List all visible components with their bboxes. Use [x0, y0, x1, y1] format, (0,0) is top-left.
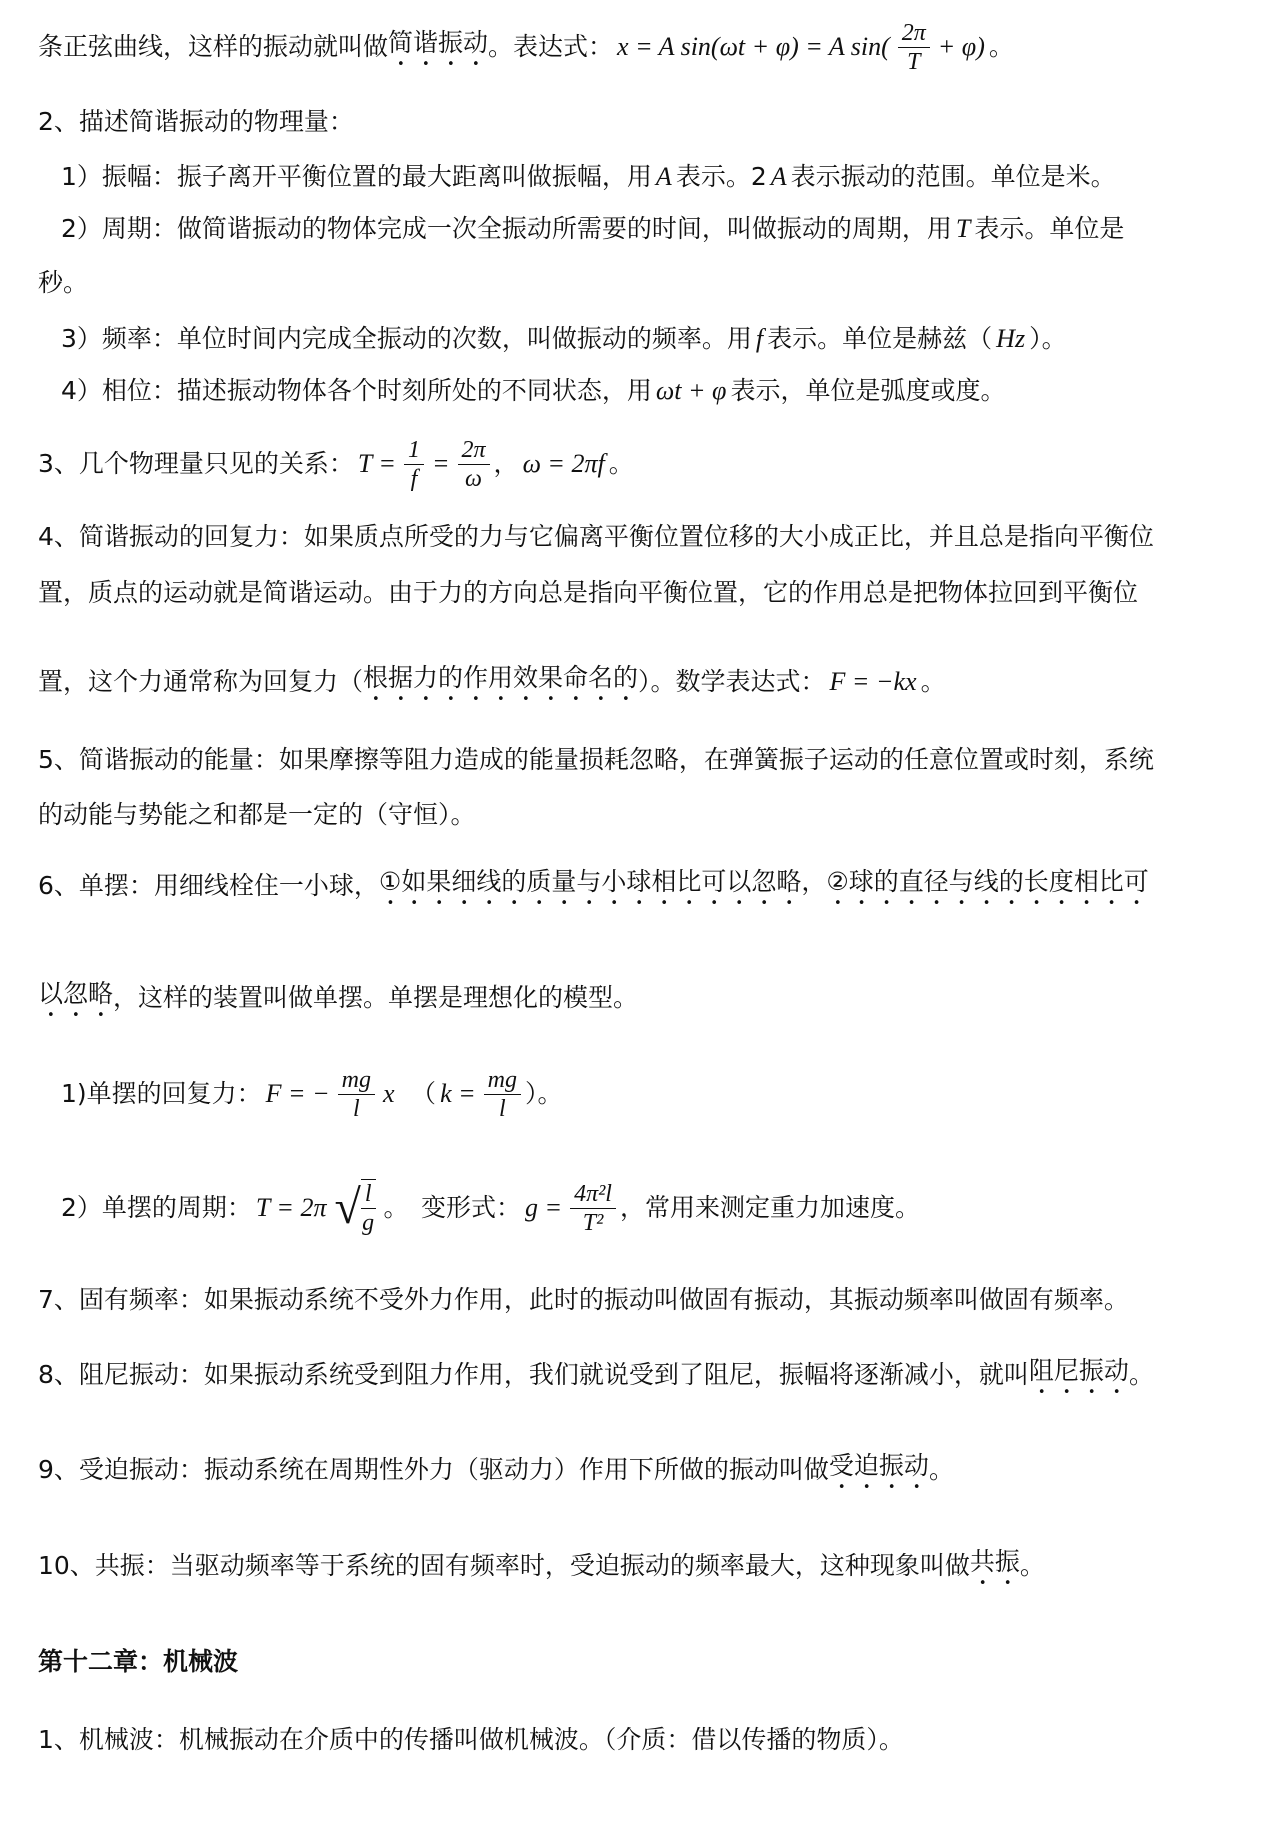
- text-segment: 置，质点的运动就是简谐运动。由于力的方向总是指向平衡位置，它的作用总是把物体拉回到平衡位: [38, 578, 1139, 607]
- text-segment: 4、简谐振动的回复力：如果质点所受的力与它偏离平衡位置位移的大小成正比，并且总是指向平衡位: [38, 522, 1154, 551]
- math-expression: T =: [357, 449, 396, 478]
- fraction-numerator: 2π: [898, 19, 930, 48]
- math-expression: T: [955, 214, 971, 243]
- text-segment: 置，这个力通常称为回复力（: [38, 667, 364, 696]
- text-segment: 表示，单位是弧度或度。: [730, 376, 1006, 405]
- fraction: [404, 436, 424, 493]
- fraction-numerator: 2π: [458, 436, 490, 465]
- text-line: [38, 1280, 1129, 1320]
- fraction-denominator: T: [907, 48, 921, 75]
- math-expression: x: [383, 1079, 395, 1108]
- text-segment: 。: [928, 1455, 954, 1484]
- text-segment: 4）相位：描述振动物体各个时刻所处的不同状态，用: [61, 376, 652, 405]
- fraction-numerator: 4π²l: [570, 1180, 616, 1209]
- fraction-numerator: mg: [338, 1066, 375, 1095]
- fraction-denominator: g: [362, 1210, 375, 1236]
- text-line: [61, 157, 1116, 197]
- chapter-heading: [38, 1642, 238, 1682]
- emphasized-text: 简谐振动: [388, 27, 489, 57]
- text-line: [61, 1180, 920, 1236]
- fraction: [458, 436, 490, 493]
- text-segment: 。: [608, 449, 634, 478]
- text-line: [38, 1450, 954, 1490]
- emphasized-text: ①如果细线的质量与小球相比可以忽略，②球的直径与线的长度相比可: [378, 866, 1149, 896]
- fraction-numerator: l: [361, 1180, 376, 1209]
- text-segment: 。 变形式：: [383, 1193, 522, 1222]
- text-line: [38, 1720, 904, 1760]
- text-segment: 3）频率：单位时间内完成全振动的次数，叫做振动的频率。用: [61, 324, 752, 353]
- text-segment: ，这样的装置叫做单摆。单摆是理想化的模型。: [113, 983, 639, 1012]
- fraction-denominator: l: [352, 1095, 360, 1122]
- text-line: [38, 19, 1014, 75]
- text-line: [38, 436, 634, 492]
- text-line: [38, 573, 1138, 613]
- text-segment: ）。: [1029, 324, 1067, 353]
- text-line: [38, 1355, 1154, 1395]
- text-segment: 表示振动的范围。单位是米。: [790, 162, 1116, 191]
- text-segment: 。: [1019, 1551, 1045, 1580]
- text-segment: 2）单摆的周期：: [61, 1193, 252, 1222]
- math-expression: A: [655, 162, 672, 191]
- text-line: [38, 1546, 1045, 1586]
- text-segment: 3、几个物理量只见的关系：: [38, 449, 354, 478]
- fraction-denominator: ω: [465, 465, 482, 492]
- text-segment: 9、受迫振动：振动系统在周期性外力（驱动力）作用下所做的振动叫做: [38, 1455, 829, 1484]
- text-segment: 10、共振：当驱动频率等于系统的固有频率时，受迫振动的频率最大，这种现象叫做: [38, 1551, 970, 1580]
- text-segment: 2、描述简谐振动的物理量：: [38, 107, 354, 136]
- math-expression: ωt + φ: [655, 376, 727, 405]
- emphasized-text: 阻尼振动: [1028, 1355, 1129, 1385]
- fraction: [484, 1066, 521, 1123]
- fraction: [570, 1180, 616, 1237]
- fraction: [898, 19, 930, 76]
- text-segment: 1)单摆的回复力：: [61, 1079, 262, 1108]
- text-segment: 7、固有频率：如果振动系统不受外力作用，此时的振动叫做固有振动，其振动频率叫做固有频率。: [38, 1285, 1129, 1314]
- text-segment: 。: [920, 667, 946, 696]
- text-segment: 5、简谐振动的能量：如果摩擦等阻力造成的能量损耗忽略，在弹簧振子运动的任意位置或时刻，系统: [38, 745, 1154, 774]
- math-expression: A: [770, 162, 787, 191]
- text-segment: ）。数学表达式：: [638, 667, 826, 696]
- text-segment: 表示。单位是: [974, 214, 1125, 243]
- math-expression: F = −kx: [829, 667, 917, 696]
- radical-sign: √: [334, 1181, 361, 1234]
- math-expression: T = 2π: [255, 1193, 327, 1222]
- text-segment: 1）振幅：振子离开平衡位置的最大距离叫做振幅，用: [61, 162, 652, 191]
- text-line: [38, 102, 354, 142]
- text-segment: 。: [1128, 1360, 1154, 1389]
- text-segment: 1、机械波：机械振动在介质中的传播叫做机械波。（介质：借以传播的物质）。: [38, 1725, 904, 1754]
- text-segment: 秒。: [38, 268, 89, 297]
- text-segment: 的动能与势能之和都是一定的（守恒）。: [38, 800, 476, 829]
- math-expression: f: [755, 324, 764, 353]
- math-expression: =: [431, 449, 450, 478]
- text-line: [38, 740, 1154, 780]
- text-line: [38, 263, 88, 303]
- text-segment: 2）周期：做简谐振动的物体完成一次全振动所需要的时间，叫做振动的周期，用: [61, 214, 952, 243]
- text-segment: 表示。2: [675, 162, 767, 191]
- math-expression: g =: [525, 1193, 563, 1222]
- text-segment: 。表达式：: [488, 32, 614, 61]
- math-expression: F = −: [265, 1079, 330, 1108]
- math-expression: ω = 2πf: [522, 449, 605, 478]
- fraction-numerator: 1: [404, 436, 424, 465]
- text-line: [38, 795, 476, 835]
- text-segment: 8、阻尼振动：如果振动系统受到阻力作用，我们就说受到了阻尼，振幅将逐渐减小，就叫: [38, 1360, 1029, 1389]
- square-root: [334, 1179, 379, 1237]
- fraction: [361, 1179, 376, 1237]
- text-line: [61, 1066, 563, 1122]
- math-expression: x = A sin(ωt + φ) = A sin(: [617, 32, 890, 61]
- text-segment: （: [398, 1079, 437, 1108]
- fraction-numerator: mg: [484, 1066, 521, 1095]
- text-segment: ，: [493, 449, 519, 478]
- text-line: [38, 517, 1154, 557]
- text-line: [38, 662, 946, 702]
- text-segment: ，常用来测定重力加速度。: [619, 1193, 920, 1222]
- emphasized-text: 共振: [969, 1546, 1020, 1576]
- math-expression: + φ): [937, 32, 985, 61]
- fraction: [338, 1066, 375, 1123]
- text-segment: 表示。单位是赫兹（: [767, 324, 993, 353]
- text-segment: 第十二章：机械波: [38, 1647, 239, 1676]
- text-line: [61, 209, 1124, 249]
- emphasized-text: 根据力的作用效果命名的: [363, 662, 639, 692]
- emphasized-text: 受迫振动: [828, 1450, 929, 1480]
- math-expression: Hz: [996, 324, 1026, 353]
- text-line: [61, 319, 1067, 359]
- fraction-denominator: f: [410, 465, 418, 492]
- text-line: [38, 866, 1149, 906]
- text-segment: 。: [988, 32, 1014, 61]
- text-segment: ）。: [525, 1079, 563, 1108]
- fraction-denominator: l: [498, 1095, 506, 1122]
- text-segment: 条正弦曲线，这样的振动就叫做: [38, 32, 389, 61]
- text-segment: 6、单摆：用细线栓住一小球，: [38, 871, 379, 900]
- text-line: [61, 371, 1005, 411]
- emphasized-text: 以忽略: [38, 978, 114, 1008]
- fraction-denominator: T²: [582, 1209, 604, 1236]
- text-line: [38, 978, 638, 1018]
- math-expression: k =: [440, 1079, 476, 1108]
